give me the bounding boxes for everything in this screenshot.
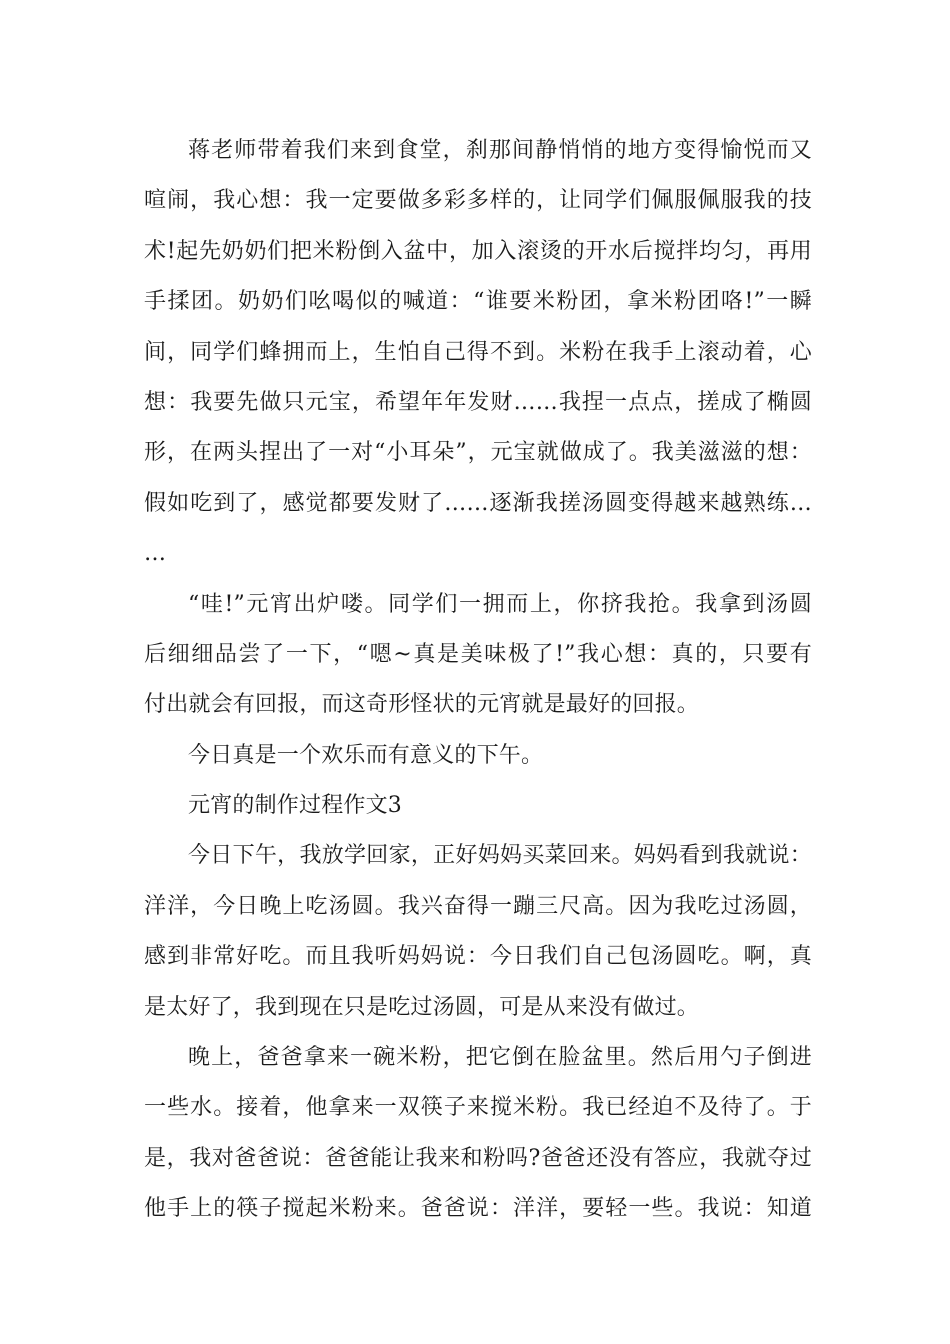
- text-line: “哇!”元宵出炉喽。同学们一拥而上，你挤我抢。我拿到汤圆: [188, 591, 812, 617]
- section-heading: [144, 781, 812, 831]
- text-line: 洋洋，今日晚上吃汤圆。我兴奋得一蹦三尺高。因为我吃过汤圆，: [144, 893, 812, 919]
- text-line: 他手上的筷子搅起米粉来。爸爸说：洋洋，要轻一些。我说：知道: [144, 1196, 812, 1222]
- text-line: 形，在两头捏出了一对“小耳朵”，元宝就做成了。我美滋滋的想：: [144, 440, 812, 466]
- text-line: 感到非常好吃。而且我听妈妈说：今日我们自己包汤圆吃。啊，真: [144, 944, 812, 970]
- paragraph: [144, 580, 812, 731]
- paragraph: [144, 731, 812, 781]
- text-line: 今日下午，我放学回家，正好妈妈买菜回来。妈妈看到我就说：: [188, 843, 812, 869]
- text-line: 蒋老师带着我们来到食堂，刹那间静悄悄的地方变得愉悦而又: [188, 138, 812, 163]
- text-line: 元宵的制作过程作文3: [188, 793, 402, 819]
- text-line: 间，同学们蜂拥而上，生怕自己得不到。米粉在我手上滚动着，心: [144, 339, 812, 365]
- text-line: …: [144, 541, 167, 567]
- text-line: 想：我要先做只元宝，希望年年发财……我捏一点点，搓成了椭圆: [144, 389, 812, 415]
- paragraph: [144, 831, 812, 1033]
- paragraph: [144, 126, 812, 580]
- text-line: 后细细品尝了一下，“嗯~真是美味极了!”我心想：真的，只要有: [144, 641, 812, 667]
- text-line: 晚上，爸爸拿来一碗米粉，把它倒在脸盆里。然后用勺子倒进: [188, 1045, 812, 1071]
- text-line: 今日真是一个欢乐而有意义的下午。: [188, 742, 544, 768]
- text-line: 是，我对爸爸说：爸爸能让我来和粉吗?爸爸还没有答应，我就夺过: [144, 1145, 812, 1171]
- text-line: 是太好了，我到现在只是吃过汤圆，可是从来没有做过。: [144, 994, 700, 1020]
- text-line: 付出就会有回报，而这奇形怪状的元宵就是最好的回报。: [144, 692, 700, 718]
- text-line: 喧闹，我心想：我一定要做多彩多样的，让同学们佩服佩服我的技: [144, 188, 812, 214]
- document-body: [144, 126, 812, 1235]
- text-line: 手揉团。奶奶们吆喝似的喊道：“谁要米粉团，拿米粉团咯!”一瞬: [144, 289, 812, 315]
- text-line: 假如吃到了，感觉都要发财了……逐渐我搓汤圆变得越来越熟练…: [144, 490, 812, 516]
- text-line: 一些水。接着，他拿来一双筷子来搅米粉。我已经迫不及待了。于: [144, 1095, 812, 1121]
- paragraph: [144, 1033, 812, 1235]
- text-line: 术!起先奶奶们把米粉倒入盆中，加入滚烫的开水后搅拌均匀，再用: [144, 238, 812, 264]
